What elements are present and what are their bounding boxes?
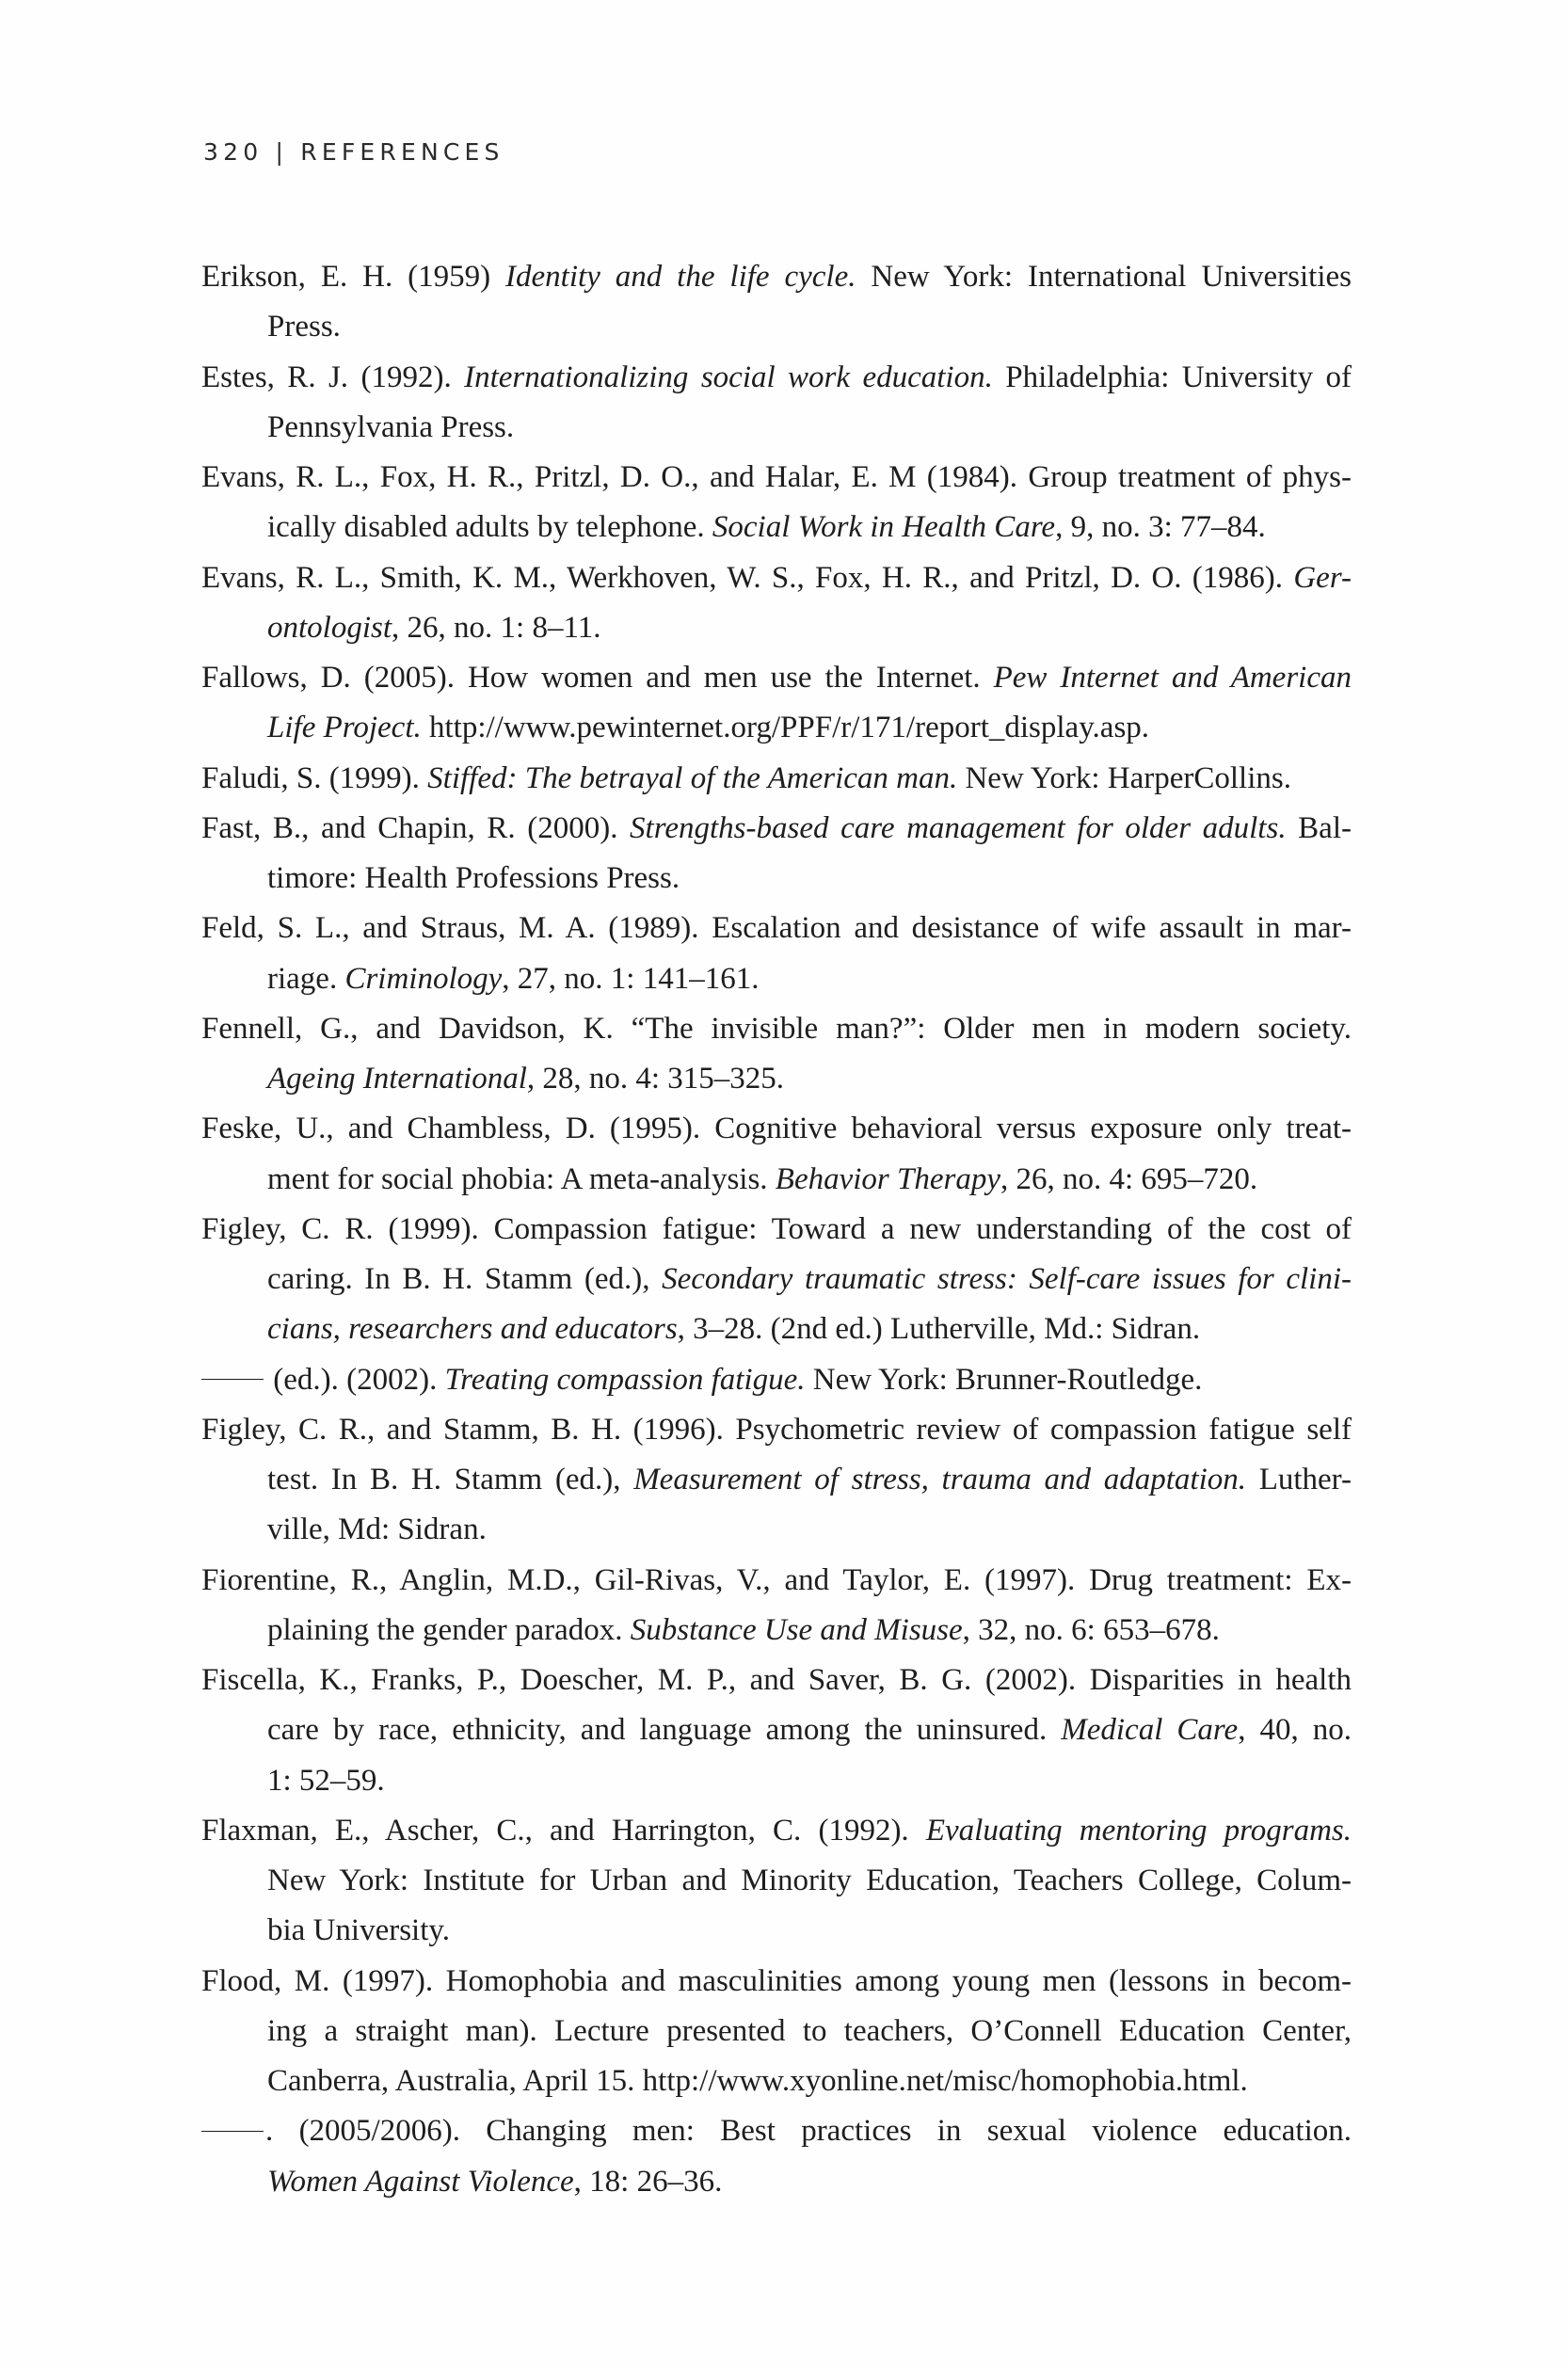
reference-line [201, 503, 1352, 552]
reference-text: Evans, R. L., Fox, H. R., Pritzl, D. O., and Halar, E. M (1984). Group treatment of phys- [201, 460, 1352, 494]
reference-entry [201, 904, 1352, 1004]
reference-line [201, 1705, 1352, 1755]
reference-line [201, 1304, 1352, 1354]
reference-line [201, 302, 1352, 352]
reference-list [201, 252, 1352, 2207]
italic-title: Ageing International [267, 1062, 527, 1096]
italic-title: Social Work in Health Care [712, 510, 1056, 545]
reference-line [201, 1205, 1352, 1255]
italic-title: Medical Care [1061, 1713, 1239, 1748]
page-number: 320 [203, 138, 264, 166]
reference-text: Press. [267, 310, 341, 344]
reference-entry [201, 1556, 1352, 1656]
italic-title: Substance Use and Misuse [630, 1612, 963, 1647]
reference-entry [201, 653, 1352, 754]
reference-line [201, 2007, 1352, 2056]
reference-text: Estes, R. J. (1992). [201, 360, 465, 394]
reference-text: , 40, no. [1238, 1713, 1352, 1748]
reference-line [201, 1004, 1352, 1054]
reference-text: ville, Md: Sidran. [267, 1512, 487, 1547]
reference-text: , 27, no. 1: 141–161. [502, 961, 760, 996]
reference-text: New York: Institute for Urban and Minority Education, Teachers College, Colum- [267, 1864, 1352, 1897]
reference-entry [201, 754, 1352, 804]
italic-title: Women Against Violence [267, 2164, 574, 2199]
italic-title: Evaluating mentoring programs. [925, 1813, 1352, 1848]
reference-text: test. In B. H. Stamm (ed.), [267, 1463, 634, 1496]
reference-line [201, 1104, 1352, 1154]
reference-text: . (2005/2006). Changing men: Best practices in sexual violence education. [265, 2114, 1352, 2149]
reference-line [201, 1455, 1352, 1505]
reference-line [201, 1405, 1352, 1455]
reference-text: Figley, C. R., and Stamm, B. H. (1996). Psychometric review of compassion fatigue self [201, 1412, 1352, 1447]
reference-text: Philadelphia: University of [992, 360, 1352, 394]
reference-text: Feld, S. L., and Straus, M. A. (1989). Escalation and desistance of wife assault in mar- [201, 911, 1352, 946]
reference-text: ing a straight man). Lecture presented to teachers, O’Connell Education Center, [267, 2013, 1352, 2048]
reference-line [201, 603, 1352, 653]
italic-title: ontologist [267, 610, 392, 645]
reference-text: Fallows, D. (2005). How women and men use the Internet. [201, 661, 994, 695]
reference-text: , 26, no. 1: 8–11. [392, 610, 601, 645]
reference-text: bia University. [267, 1913, 450, 1948]
reference-text: http://www.pewinternet.org/PPF/r/171/report_display.asp. [421, 711, 1150, 745]
reference-text: care by race, ethnicity, and language among the uninsured. [267, 1713, 1062, 1748]
reference-line [201, 1255, 1352, 1304]
reference-text: Pennsylvania Press. [267, 409, 515, 444]
reference-line [201, 703, 1352, 753]
reference-text: caring. In B. H. Stamm (ed.), [267, 1262, 663, 1296]
reference-text: ment for social phobia: A meta-analysis. [267, 1161, 776, 1196]
reference-line [201, 1355, 1352, 1405]
reference-text: Luther- [1246, 1463, 1352, 1496]
reference-entry [201, 1004, 1352, 1105]
reference-text: New York: HarperCollins. [957, 760, 1291, 795]
reference-line [201, 1155, 1352, 1205]
reference-line [201, 1906, 1352, 1956]
reference-text: Fast, B., and Chapin, R. (2000). [201, 810, 631, 845]
reference-entry [201, 353, 1352, 454]
reference-line [201, 1806, 1352, 1856]
reference-text: plaining the gender paradox. [267, 1612, 631, 1647]
reference-text: , 18: 26–36. [573, 2164, 723, 2199]
reference-entry [201, 1104, 1352, 1205]
reference-text: , 32, no. 6: 653–678. [962, 1612, 1220, 1647]
italic-title: Life Project. [267, 711, 422, 745]
reference-entry [201, 453, 1352, 553]
reference-line [201, 854, 1352, 904]
ditto-dash [201, 1379, 264, 1380]
reference-line [201, 553, 1352, 603]
reference-text: , 26, no. 4: 695–720. [1000, 1161, 1258, 1196]
reference-text: Canberra, Australia, April 15. http://www.xyonline.net/misc/homophobia.html. [267, 2064, 1248, 2098]
reference-text: Fiorentine, R., Anglin, M.D., Gil-Rivas, V., and Taylor, E. (1997). Drug treatment: Ex- [201, 1562, 1352, 1597]
reference-text: , 28, no. 4: 315–325. [526, 1062, 785, 1096]
reference-line [201, 2056, 1352, 2106]
reference-line [201, 2157, 1352, 2207]
reference-text: Figley, C. R. (1999). Compassion fatigue: Toward a new understanding of the cost of [201, 1211, 1352, 1246]
reference-text: Fennell, G., and Davidson, K. “The invisible man?”: Older men in modern society. [201, 1011, 1352, 1046]
section-title: REFERENCES [300, 138, 504, 166]
reference-line [201, 453, 1352, 503]
reference-text: New York: Brunner-Routledge. [805, 1362, 1203, 1397]
reference-line [201, 904, 1352, 953]
reference-text: Evans, R. L., Smith, K. M., Werkhoven, W. S., Fox, H. R., and Pritzl, D. O. (1986). [201, 560, 1294, 595]
reference-entry [201, 804, 1352, 904]
reference-line [201, 804, 1352, 854]
italic-title: Criminology [344, 961, 503, 996]
reference-text: , 3–28. (2nd ed.) Lutherville, Md.: Sidran. [677, 1312, 1201, 1347]
reference-line [201, 252, 1352, 302]
italic-title: cians, researchers and educators [267, 1312, 678, 1347]
reference-entry [201, 2106, 1352, 2207]
reference-line [201, 353, 1352, 403]
italic-title: Measurement of stress, trauma and adaptation. [633, 1463, 1247, 1496]
reference-entry [201, 1957, 1352, 2107]
reference-line [201, 1606, 1352, 1656]
reference-line [201, 1556, 1352, 1606]
reference-entry [201, 1405, 1352, 1556]
reference-line [201, 754, 1352, 804]
reference-entry [201, 1205, 1352, 1355]
reference-text: Bal- [1286, 810, 1352, 845]
reference-text: 1: 52–59. [267, 1763, 385, 1798]
italic-title: Ger- [1293, 560, 1352, 595]
reference-line [201, 2106, 1352, 2156]
reference-text: Flaxman, E., Ascher, C., and Harrington, C. (1992). [201, 1813, 926, 1848]
reference-line [201, 653, 1352, 703]
italic-title: Identity and the life cycle. [505, 260, 856, 294]
reference-entry [201, 1806, 1352, 1957]
reference-entry [201, 1355, 1352, 1405]
header-separator: | [275, 138, 289, 166]
reference-text: , 9, no. 3: 77–84. [1055, 510, 1266, 545]
reference-line [201, 1756, 1352, 1806]
ditto-dash [201, 2131, 264, 2132]
reference-text: Flood, M. (1997). Homophobia and masculinities among young men (lessons in becom- [201, 1963, 1352, 1998]
italic-title: Treating compassion fatigue. [444, 1362, 806, 1397]
reference-text: Erikson, E. H. (1959) [201, 260, 506, 294]
italic-title: Secondary traumatic stress: Self-care issues for clini- [662, 1262, 1352, 1296]
reference-entry [201, 553, 1352, 654]
running-head [203, 136, 504, 169]
italic-title: Pew Internet and American [993, 661, 1352, 695]
reference-line [201, 1856, 1352, 1906]
reference-text: Faludi, S. (1999). [201, 760, 428, 795]
reference-text: ically disabled adults by telephone. [267, 510, 712, 545]
reference-line [201, 1505, 1352, 1555]
italic-title: Internationalizing social work education. [464, 360, 993, 394]
italic-title: Stiffed: The betrayal of the American man. [427, 760, 958, 795]
reference-entry [201, 252, 1352, 353]
reference-text: (ed.). (2002). [265, 1362, 445, 1397]
reference-line [201, 403, 1352, 453]
reference-text: riage. [267, 961, 345, 996]
reference-line [201, 1656, 1352, 1705]
reference-entry [201, 1656, 1352, 1806]
reference-text: Feske, U., and Chambless, D. (1995). Cognitive behavioral versus exposure only treat- [201, 1112, 1352, 1146]
italic-title: Behavior Therapy [775, 1161, 1000, 1196]
reference-text: New York: International Universities [856, 260, 1352, 294]
reference-line [201, 954, 1352, 1004]
reference-line [201, 1957, 1352, 2007]
reference-text: timore: Health Professions Press. [267, 861, 680, 895]
reference-line [201, 1054, 1352, 1104]
italic-title: Strengths-based care management for older adults. [630, 810, 1287, 845]
reference-text: Fiscella, K., Franks, P., Doescher, M. P., and Saver, B. G. (2002). Disparities in health [201, 1663, 1352, 1697]
